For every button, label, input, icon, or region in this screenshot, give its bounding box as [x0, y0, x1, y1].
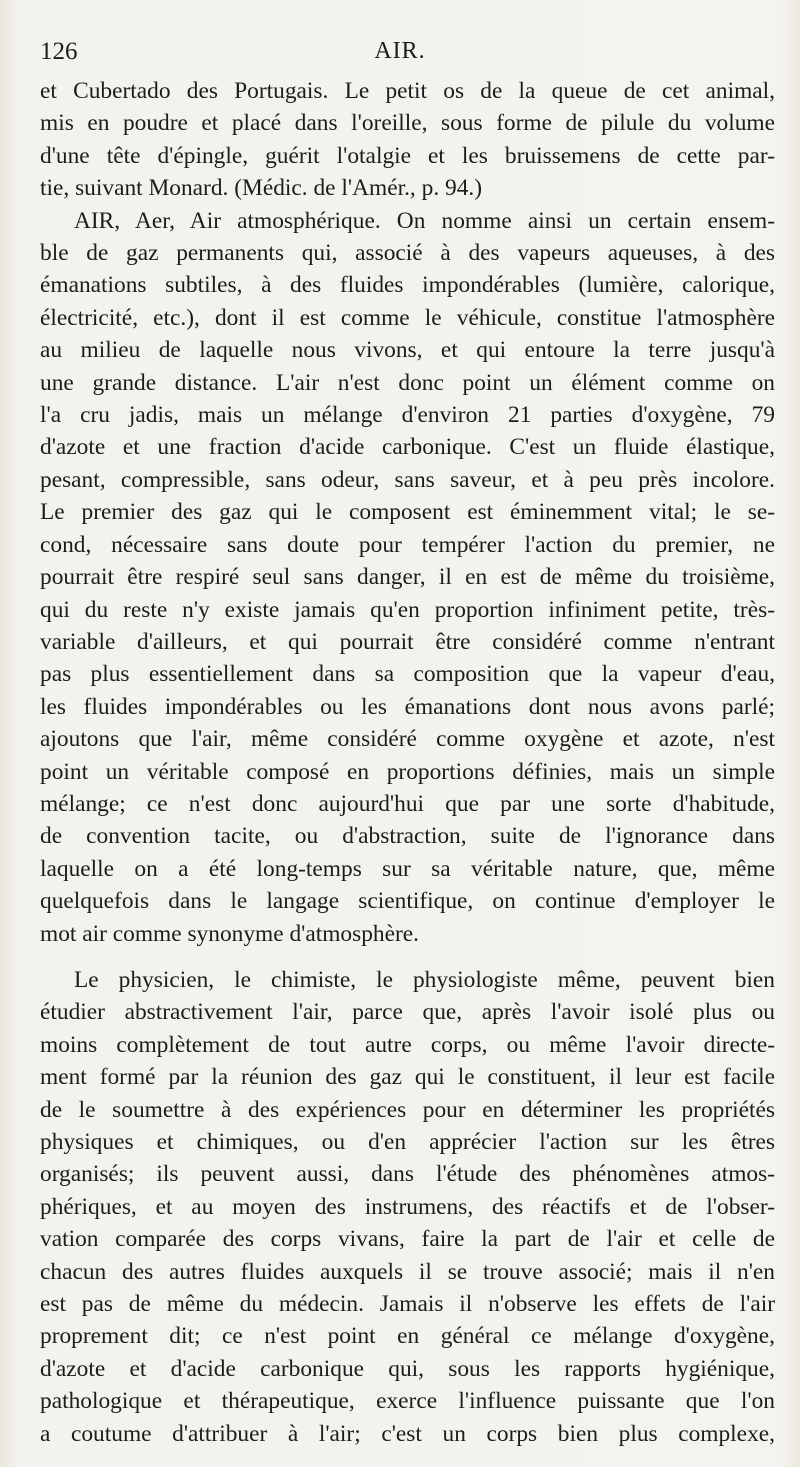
text-line: variable d'ailleurs, et qui pourrait être considéré comme n'entrant: [40, 628, 775, 655]
text-line: laquelle on a été long-temps sur sa véritable nature, que, même: [40, 855, 775, 882]
text-line: Le premier des gaz qui le composent est éminemment vital; le se-: [40, 499, 775, 526]
text-line: mot air comme synonyme d'atmosphère.: [40, 920, 420, 947]
text-line: mis en poudre et placé dans l'oreille, sous forme de pilule du volume: [40, 110, 775, 137]
text-line: au milieu de laquelle nous vivons, et qui entoure la terre jusqu'à: [40, 337, 775, 364]
text-line: tie, suivant Monard. (Médic. de l'Amér., p. 94.): [40, 175, 483, 202]
text-line: mélange; ce n'est donc aujourd'hui que par une sorte d'habitude,: [40, 790, 775, 817]
text-line: chacun des autres fluides auxquels il se trouve associé; mais il n'en: [40, 1258, 775, 1285]
page-number: 126: [40, 38, 78, 65]
text-line: pourrait être respiré seul sans danger, il en est de même du troisième,: [40, 564, 775, 591]
text-line: émanations subtiles, à des fluides impondérables (lumière, calorique,: [40, 272, 775, 299]
text-line: une grande distance. L'air n'est donc point un élément comme on: [40, 369, 775, 396]
text-line: ment formé par la réunion des gaz qui le constituent, il leur est facile: [40, 1064, 775, 1091]
text-line: Le physicien, le chimiste, le physiologiste même, peuvent bien: [74, 966, 775, 993]
text-line: d'une tête d'épingle, guérit l'otalgie et les bruissemens de cette par-: [40, 142, 775, 169]
body-text: [40, 75, 775, 1450]
text-line: physiques et chimiques, ou d'en apprécier l'action sur les êtres: [40, 1129, 775, 1155]
text-line: vation comparée des corps vivans, faire la part de l'air et celle de: [40, 1226, 775, 1253]
running-head: AIR.: [374, 38, 426, 64]
text-line: proprement dit; ce n'est point en général ce mélange d'oxygène,: [40, 1323, 775, 1350]
text-line: a coutume d'attribuer à l'air; c'est un corps bien plus complexe,: [40, 1420, 775, 1447]
text-line: cond, nécessaire sans doute pour tempérer l'action du premier, ne: [40, 531, 775, 558]
text-line: est pas de même du médecin. Jamais il n'observe les effets de l'air: [40, 1291, 775, 1318]
text-line: l'a cru jadis, mais un mélange d'environ 21 parties d'oxygène, 79: [40, 402, 775, 429]
text-line: les fluides impondérables ou les émanations dont nous avons parlé;: [40, 693, 775, 720]
text-line: quelquefois dans le langage scientifique, on continue d'employer le: [40, 888, 775, 915]
page-header: [40, 38, 760, 68]
text-line: pathologique et thérapeutique, exerce l'influence puissante que l'on: [40, 1388, 775, 1415]
text-line: et Cubertado des Portugais. Le petit os de la queue de cet animal,: [40, 78, 775, 104]
text-line: pesant, compressible, sans odeur, sans saveur, et à peu près incolore.: [40, 466, 775, 493]
text-line: ajoutons que l'air, même considéré comme oxygène et azote, n'est: [40, 726, 775, 753]
text-line: étudier abstractivement l'air, parce que, après l'avoir isolé plus ou: [40, 999, 775, 1026]
text-line: qui du reste n'y existe jamais qu'en proportion infiniment petite, très-: [40, 596, 775, 623]
text-line: moins complètement de tout autre corps, ou même l'avoir directe-: [40, 1031, 775, 1058]
text-line: organisés; ils peuvent aussi, dans l'étude des phénomènes atmos-: [40, 1161, 775, 1188]
text-line: phériques, et au moyen des instrumens, des réactifs et de l'obser-: [40, 1193, 775, 1220]
text-line: AIR, Aer, Air atmosphérique. On nomme ainsi un certain ensem-: [74, 207, 775, 234]
text-line: d'azote et une fraction d'acide carbonique. C'est un fluide élastique,: [40, 434, 775, 461]
text-line: de le soumettre à des expériences pour en déterminer les propriétés: [40, 1096, 775, 1123]
text-line: d'azote et d'acide carbonique qui, sous les rapports hygiénique,: [40, 1355, 775, 1382]
text-line: point un véritable composé en proportions définies, mais un simple: [40, 758, 775, 785]
paragraph-gap: [40, 950, 775, 964]
text-line: de convention tacite, ou d'abstraction, suite de l'ignorance dans: [40, 823, 775, 850]
text-line: ble de gaz permanents qui, associé à des vapeurs aqueuses, à des: [40, 240, 775, 267]
text-line: pas plus essentiellement dans sa composition que la vapeur d'eau,: [40, 661, 775, 688]
text-line: électricité, etc.), dont il est comme le véhicule, constitue l'atmosphère: [40, 304, 775, 331]
